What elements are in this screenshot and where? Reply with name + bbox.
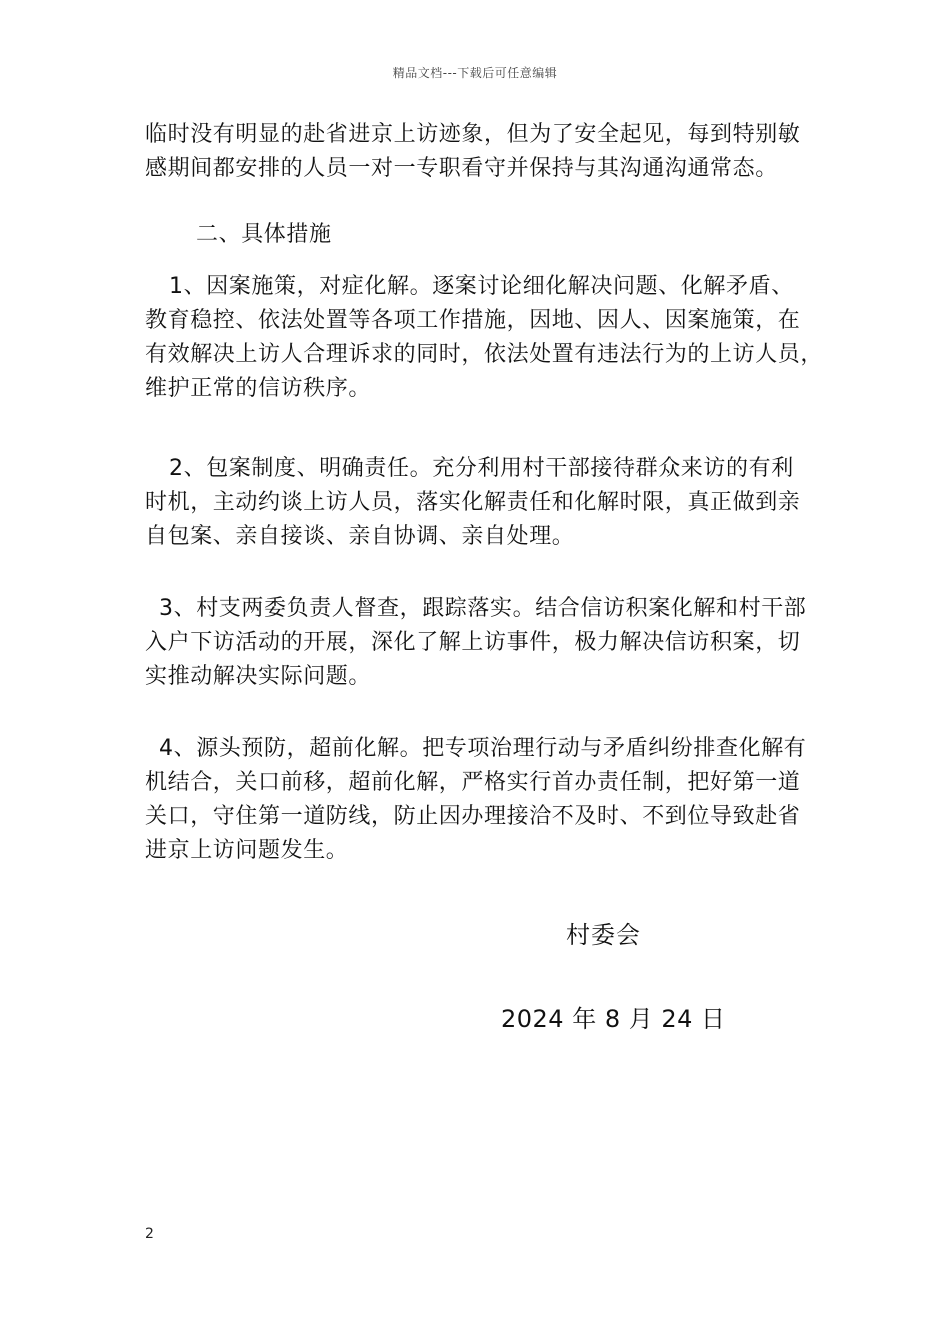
paragraph-line: 进京上访问题发生。 bbox=[145, 838, 349, 863]
paragraph-line: 临时没有明显的赴省进京上访迹象，但为了安全起见，每到特别敏 bbox=[145, 122, 801, 147]
page-number: 2 bbox=[145, 1226, 154, 1242]
paragraph-line: 自包案、亲自接谈、亲自协调、亲自处理。 bbox=[145, 524, 575, 549]
paragraph-measure-1 bbox=[145, 270, 824, 406]
paragraph-line: 维护正常的信访秩序。 bbox=[145, 376, 372, 401]
paragraph-line: 入户下访活动的开展，深化了解上访事件，极力解决信访积案，切 bbox=[145, 630, 801, 655]
paragraph-measure-4 bbox=[145, 732, 815, 868]
paragraph-line: 时机，主动约谈上访人员，落实化解责任和化解时限，真正做到亲 bbox=[145, 490, 801, 515]
paragraph-line: 关口，守住第一道防线，防止因办理接洽不及时、不到位导致赴省 bbox=[145, 804, 801, 829]
paragraph-line: 有效解决上访人合理诉求的同时，依法处置有违法行为的上访人员， bbox=[145, 342, 824, 367]
section-heading: 二、具体措施 bbox=[196, 222, 332, 247]
paragraph-line: 实推动解决实际问题。 bbox=[145, 664, 372, 689]
paragraph-line: 机结合，关口前移，超前化解，严格实行首办责任制，把好第一道 bbox=[145, 770, 801, 795]
paragraph-measure-2 bbox=[145, 452, 815, 554]
paragraph-line: 2、包案制度、明确责任。充分利用村干部接待群众来访的有利 bbox=[169, 456, 794, 481]
paragraph-line: 1、因案施策，对症化解。逐案讨论细化解决问题、化解矛盾、 bbox=[169, 274, 794, 299]
paragraph-measure-3 bbox=[145, 592, 815, 694]
paragraph-line: 3、村支两委负责人督查，跟踪落实。结合信访积案化解和村干部 bbox=[159, 596, 807, 621]
paragraph-line: 感期间都安排的人员一对一专职看守并保持与其沟通沟通常态。 bbox=[145, 156, 778, 181]
paragraph-line: 4、源头预防，超前化解。把专项治理行动与矛盾纠纷排查化解有 bbox=[159, 736, 807, 761]
page-header: 精品文档---下载后可任意编辑 bbox=[392, 66, 558, 80]
signature-village-committee: 村委会 bbox=[566, 921, 641, 949]
paragraph-line: 教育稳控、依法处置等各项工作措施，因地、因人、因案施策，在 bbox=[145, 308, 801, 333]
document-date: 2024 年 8 月 24 日 bbox=[501, 1005, 726, 1033]
paragraph-continuation bbox=[145, 118, 815, 186]
